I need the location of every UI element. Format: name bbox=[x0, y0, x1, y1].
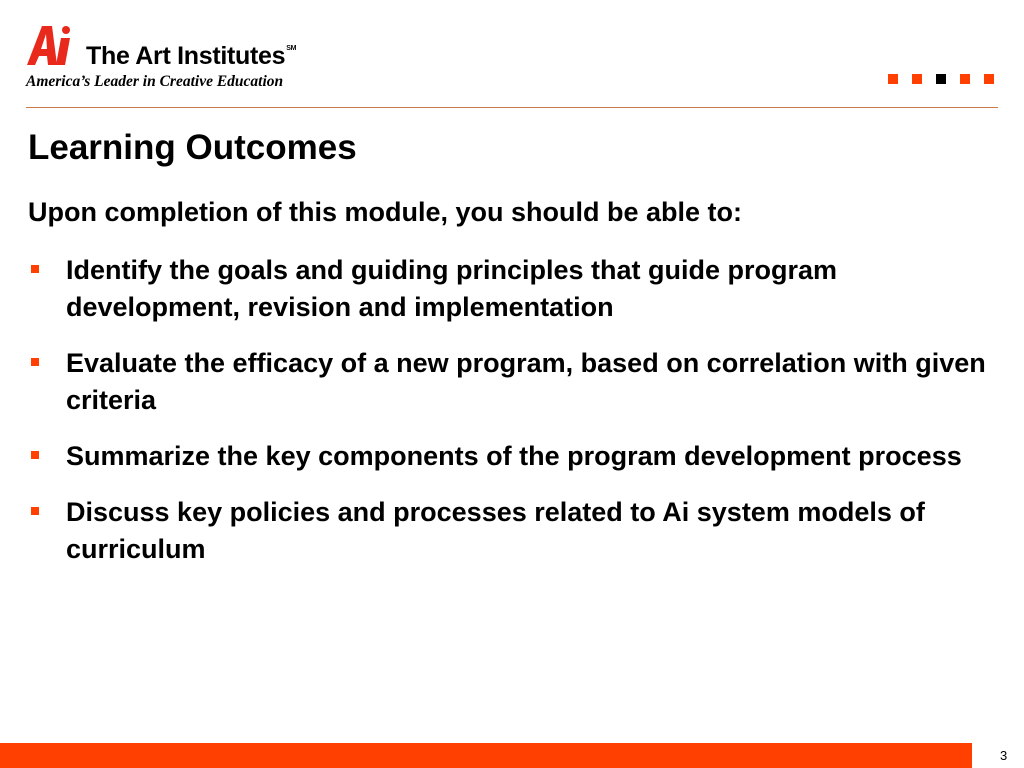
logo-tagline: America’s Leader in Creative Education bbox=[26, 73, 284, 90]
list-item bbox=[28, 494, 988, 568]
slide-title: Learning Outcomes bbox=[28, 128, 357, 167]
list-item bbox=[28, 252, 988, 326]
nav-square bbox=[912, 74, 922, 84]
footer-bar bbox=[0, 743, 972, 768]
slide-number: 3 bbox=[1000, 748, 1008, 763]
header-divider bbox=[26, 107, 998, 108]
nav-square-current bbox=[936, 74, 946, 84]
nav-square bbox=[984, 74, 994, 84]
nav-square bbox=[888, 74, 898, 84]
list-item-text: Discuss key policies and processes related to Ai system models of curriculum bbox=[66, 497, 925, 564]
learning-outcomes-list bbox=[28, 252, 988, 587]
bullet-square-icon bbox=[31, 451, 39, 459]
service-mark: SM bbox=[286, 45, 297, 52]
list-item-text: Evaluate the efficacy of a new program, based on correlation with given criteria bbox=[66, 348, 986, 415]
list-item-text: Identify the goals and guiding principles that guide program development, revision and implementation bbox=[66, 255, 838, 322]
bullet-square-icon bbox=[31, 265, 39, 273]
bullet-square-icon bbox=[31, 358, 39, 366]
art-institutes-logo bbox=[26, 24, 346, 94]
nav-square bbox=[960, 74, 970, 84]
intro-text: Upon completion of this module, you should be able to: bbox=[28, 197, 742, 227]
list-item bbox=[28, 345, 988, 419]
logo-name: The Art Institutes℠ bbox=[86, 42, 297, 70]
list-item-text: Summarize the key components of the program development process bbox=[66, 441, 962, 471]
list-item bbox=[28, 438, 988, 475]
ai-logo-mark bbox=[26, 24, 86, 68]
bullet-square-icon bbox=[31, 507, 39, 515]
slide-nav-indicator bbox=[888, 74, 994, 84]
